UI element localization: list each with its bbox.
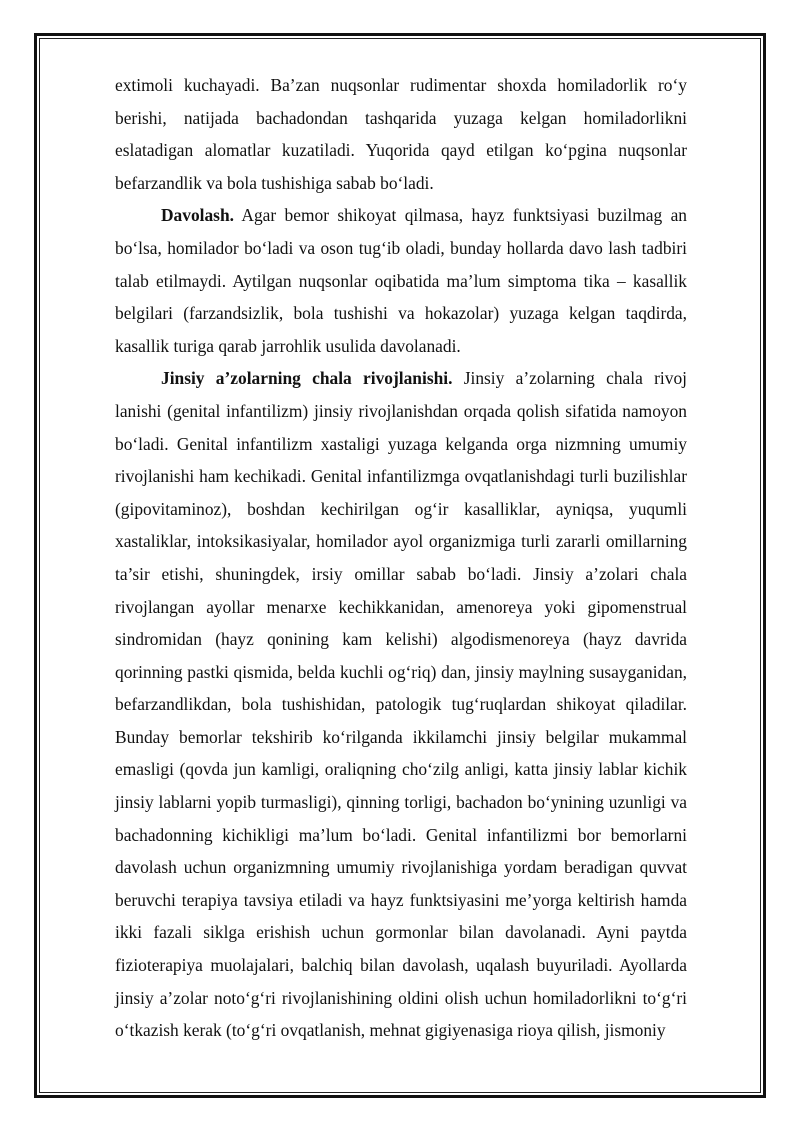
paragraph-text: Jinsiy a’zolarning chala rivoj lanishi (genital infantilizm) jinsiy rivojlanishdan orqada qolish sifatida namoyon bo‘ladi. Genital infantilizm xastaligi yuzaga kelganda orga nizmning umumiy rivojlanishi ham kechikadi. Genital infantilizmga ovqatlanishdagi turli buzilishlar (gipovitaminoz), boshdan kechirilgan og‘ir kasalliklar, ayniqsa, yuqumli xastaliklar, intoksikasiyalar, homilador ayol organizmiga turli zararli omillarning ta’sir etishi, shuningdek, irsiy omillar sabab bo‘ladi. Jinsiy a’zolari chala rivojlangan ayollar menarxe kechikkanidan, amenoreya yoki gipomenstrual sindromidan (hayz qonining kam kelishi) algodismenoreya (hayz davrida qorinning pastki qismida, belda kuchli og‘riq) dan, jinsiy maylning susayganidan, befarzandlikdan, bola tushishidan, patologik tug‘ruqlardan shikoyat qiladilar. Bunday bemorlar tekshirib ko‘rilganda ikkilamchi jinsiy belgilar mukammal emasligi (qovda jun kamligi, oraliqning cho‘zilg anligi, katta jinsiy lablar kichik jinsiy lablarni yopib turmasligi), qinning torligi, bachadon bo‘ynining uzunligi va bachadonning kichikligi ma’lum bo‘ladi. Genital infantilizmi bor bemorlarni davolash uchun organizmning umumiy rivojlanishiga yordam beradigan quvvat beruvchi terapiya tavsiya etiladi va hayz funktsiyasini me’yorga keltirish hamda ikki fazali siklga erishish uchun gormonlar bilan davolanadi. Ayni paytda fizioterapiya muolajalari, balchiq bilan davolash, uqalash buyuriladi. Ayollarda jinsiy a’zolar noto‘g‘ri rivojlanishining oldini olish uchun homiladorlikni to‘g‘ri o‘tkazish kerak (to‘g‘ri ovqatlanish, mehnat gigiyenasiga rioya qilish, jismoniy — [115, 368, 687, 1041]
paragraph-continuation — [115, 69, 687, 199]
section-heading-treatment: Davolash. — [161, 205, 234, 226]
paragraph-text: Agar bemor shikoyat qilmasa, hayz funktsiyasi buzilmag an bo‘lsa, homilador bo‘ladi va oson tug‘ib oladi, bunday hollarda davo lash tadbiri talab etilmaydi. Aytilgan nuqsonlar oqibatida ma’lum simptoma tika – kasallik belgilari (farzandsizlik, bola tushishi va hokazolar) yuzaga kelgan taqdirda, kasallik turiga qarab jarrohlik usulida davolanadi. — [115, 205, 687, 356]
paragraph-treatment — [115, 199, 687, 362]
paragraph-infantilism — [115, 362, 687, 1046]
document-body — [115, 69, 687, 1047]
section-heading-infantilism: Jinsiy a’zolarning chala rivojlanishi. — [161, 368, 453, 389]
paragraph-text: extimoli kuchayadi. Ba’zan nuqsonlar rudimentar shoxda homiladorlik ro‘y berishi, natijada bachadondan tashqarida yuzaga kelgan homiladorlikni eslatadigan alomatlar kuzatiladi. Yuqorida qayd etilgan ko‘pgina nuqsonlar befarzandlik va bola tushishiga sabab bo‘ladi. — [115, 75, 687, 193]
